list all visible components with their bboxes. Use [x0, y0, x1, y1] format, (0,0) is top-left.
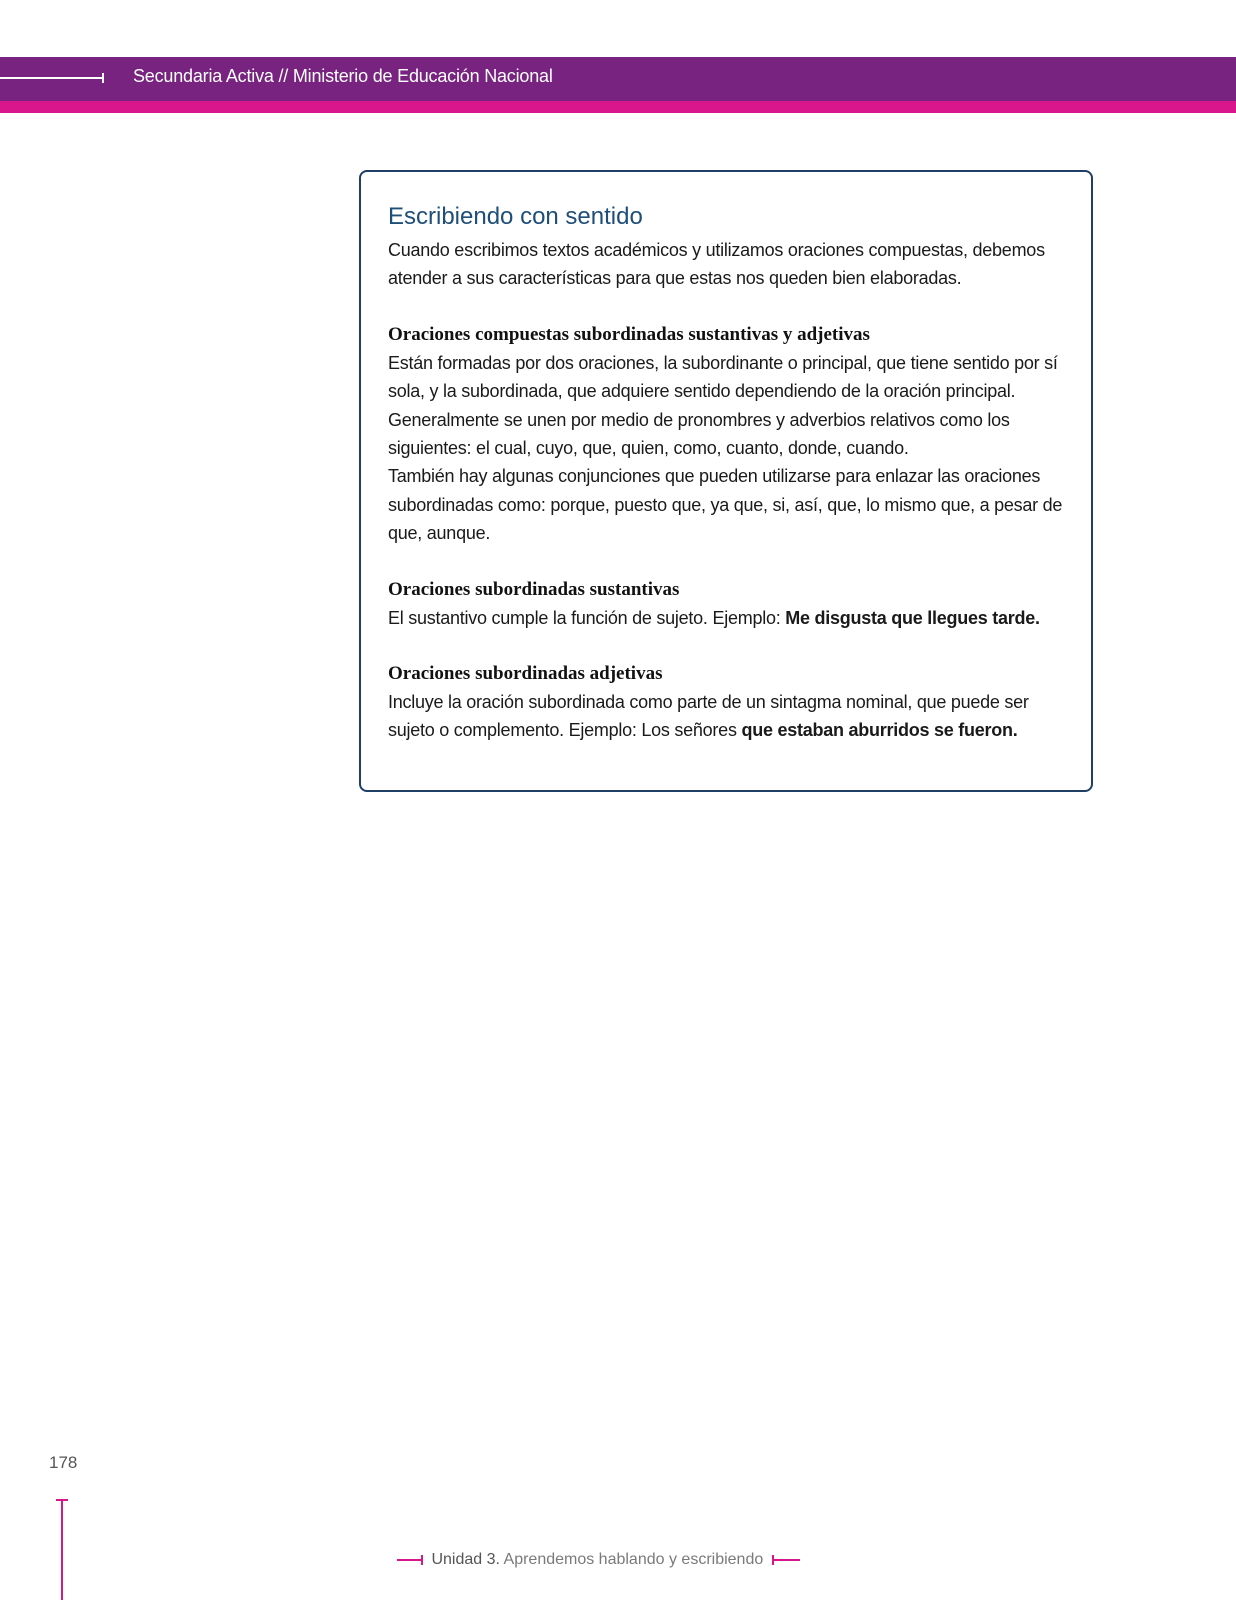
example-text: que estaban aburridos se fueron.: [741, 720, 1018, 741]
unit-title: Aprendemos hablando y escribiendo: [503, 1551, 764, 1568]
header-stripe: [0, 101, 1236, 113]
header-rule: [0, 77, 104, 79]
footer-unit: [397, 1551, 800, 1573]
section-adjetivas: [388, 660, 1065, 745]
section-text: El sustantivo cumple la función de sujeto. Ejemplo:: [388, 607, 786, 628]
footer-vertical-line: [61, 1500, 63, 1600]
header-title: Secundaria Activa // Ministerio de Educación Nacional: [133, 66, 553, 86]
footer-right-bar: [772, 1559, 800, 1561]
unit-label: Unidad 3.: [431, 1551, 500, 1568]
section-compuestas: [388, 321, 1065, 548]
footer-left-bar: [397, 1559, 423, 1561]
section-paragraph: Están formadas por dos oraciones, la subordinante o principal, que tiene sentido por sí sola, y la subordinada, que adquiere sentido dependiendo de la oración principal. Generalmente se unen por medio de pronombres y adverbios relativos como los siguientes: el cual, cuyo, que, quien, como, cuanto, donde, cuando.: [388, 352, 1058, 459]
example-text: Me disgusta que llegues tarde.: [785, 607, 1040, 628]
section-heading: Oraciones compuestas subordinadas sustantivas y adjetivas: [388, 323, 870, 345]
section-paragraph: También hay algunas conjunciones que pueden utilizarse para enlazar las oraciones subordinadas como: porque, puesto que, ya que, si, así, que, lo mismo que, a pesar de que, aunque.: [388, 466, 1063, 544]
section-paragraph: [388, 688, 1065, 745]
box-title: Escribiendo con sentido: [388, 203, 643, 230]
section-heading: Oraciones subordinadas adjetivas: [388, 663, 663, 685]
section-heading: Oraciones subordinadas sustantivas: [388, 578, 680, 600]
header-rule-cap: [102, 73, 104, 83]
section-paragraph: [388, 604, 1065, 632]
section-sustantivas: [388, 576, 1065, 632]
intro-paragraph: Cuando escribimos textos académicos y utilizamos oraciones compuestas, debemos atender a sus características para que estas nos queden bien elaboradas.: [388, 240, 1045, 289]
section-text: Incluye la oración subordinada como parte de un sintagma nominal, que puede ser sujeto o complemento. Ejemplo: Los señores: [388, 692, 1029, 741]
page-number: 178: [49, 1453, 78, 1472]
content-box: [359, 170, 1093, 792]
